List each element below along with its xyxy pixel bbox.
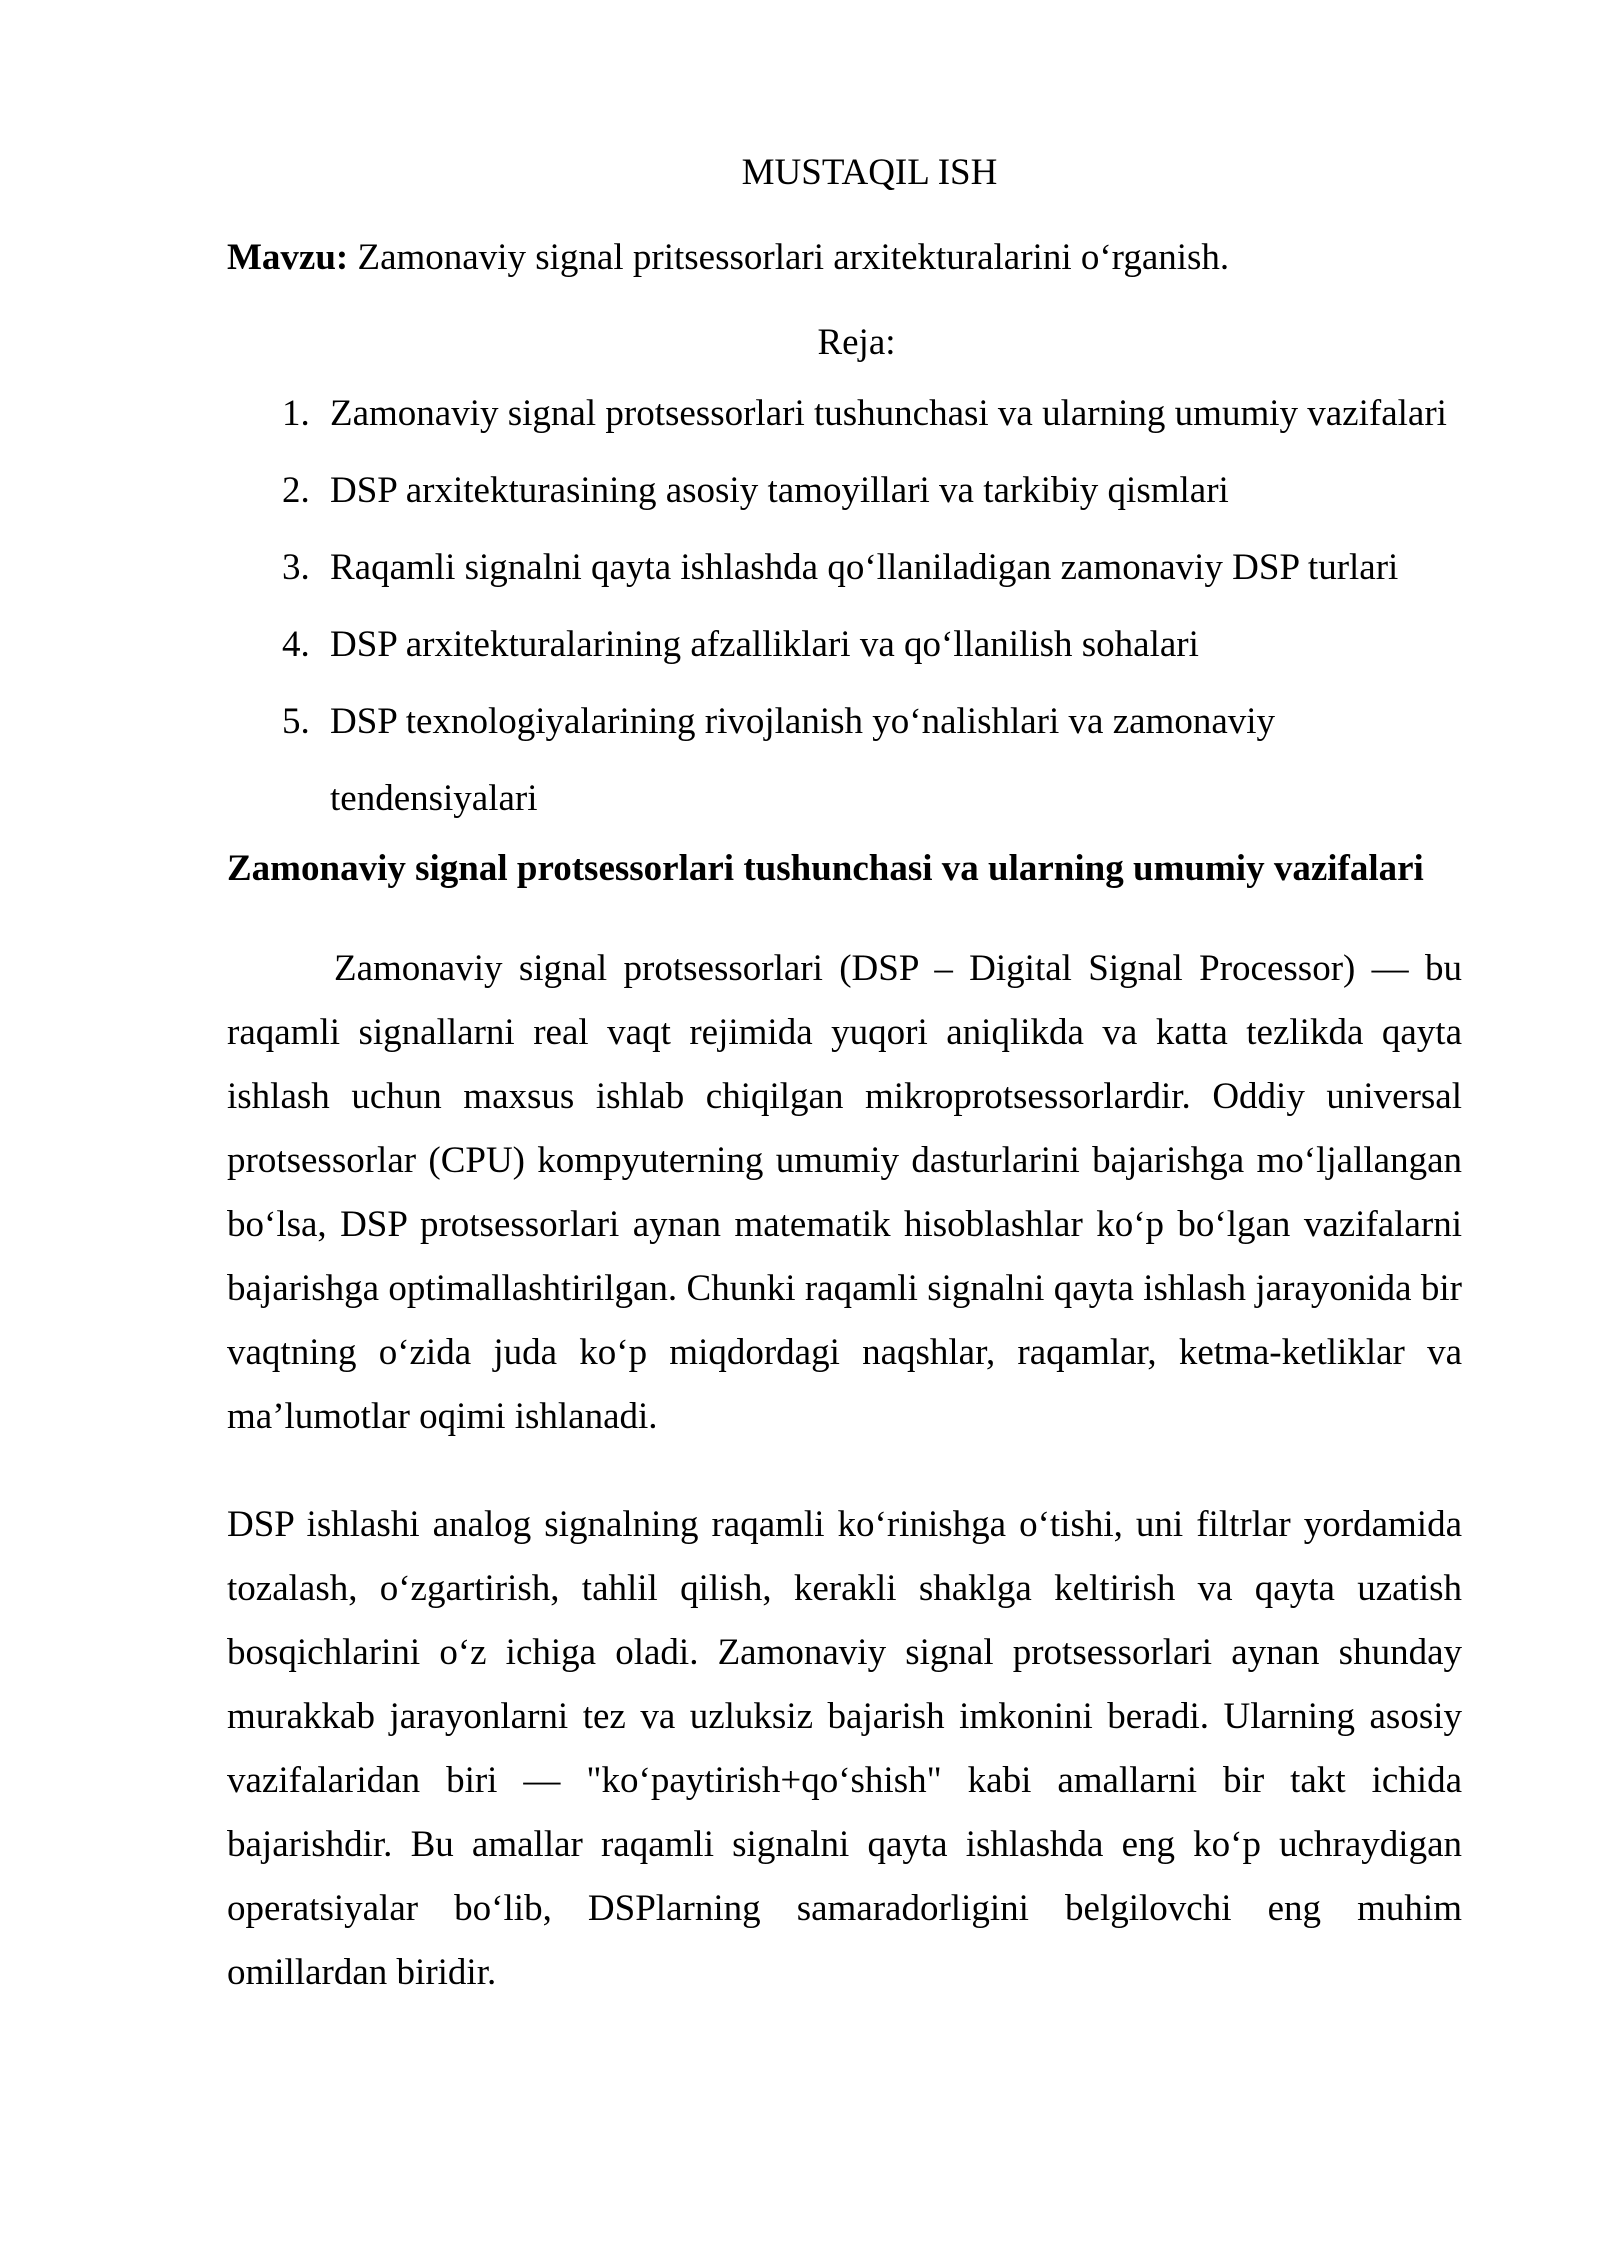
plan-item bbox=[227, 529, 1462, 606]
plan-heading: Reja: bbox=[817, 322, 896, 363]
plan-item-number: 2. bbox=[282, 470, 310, 511]
plan-item bbox=[227, 606, 1462, 683]
plan-item bbox=[227, 375, 1462, 452]
plan-item-text: Raqamli signalni qayta ishlashda qoʻllaniladigan zamonaviy DSP turlari bbox=[330, 547, 1399, 588]
plan-item-text: Zamonaviy signal protsessorlari tushunchasi va ularning umumiy vazifalari bbox=[330, 393, 1447, 434]
plan-item-number: 1. bbox=[282, 393, 310, 434]
plan-item-number: 3. bbox=[282, 547, 310, 588]
plan-item-number: 5. bbox=[282, 701, 310, 742]
section-heading: Zamonaviy signal protsessorlari tushunchasi va ularning umumiy vazifalari bbox=[227, 848, 1424, 889]
plan-item-number: 4. bbox=[282, 624, 310, 665]
topic-label: Mavzu: bbox=[227, 237, 349, 278]
page-title: MUSTAQIL ISH bbox=[741, 152, 998, 193]
body-paragraph: DSP ishlashi analog signalning raqamli koʻrinishga oʻtishi, uni filtrlar yordamida tozalash, oʻzgartirish, tahlil qilish, kerakli shaklga keltirish va qayta uzatish bosqichlarini oʻz ichiga oladi. Zamonaviy signal protsessorlari aynan shunday murakkab jarayonlarni tez va uzluksiz bajarish imkonini beradi. Ularning asosiy vazifalaridan biri — "koʻpaytirish+qoʻshish" kabi amallarni bir takt ichida bajarishdir. Bu amallar raqamli signalni qayta ishlashda eng koʻp uchraydigan operatsiyalar boʻlib, DSPlarning samaradorligini belgilovchi eng muhim omillardan biridir. bbox=[227, 1504, 1462, 1993]
plan-item-text: DSP arxitekturalarining afzalliklari va qoʻllanilish sohalari bbox=[330, 624, 1199, 665]
plan-item bbox=[227, 452, 1462, 529]
topic-text: Zamonaviy signal pritsessorlari arxitekturalarini oʻrganish. bbox=[357, 237, 1230, 278]
body-paragraph: Zamonaviy signal protsessorlari (DSP – Digital Signal Processor) — bu raqamli signallarni real vaqt rejimida yuqori aniqlikda va katta tezlikda qayta ishlash uchun maxsus ishlab chiqilgan mikroprotsessorlardir. Oddiy universal protsessorlar (CPU) kompyuterning umumiy dasturlarini bajarishga moʻljallangan boʻlsa, DSP protsessorlari aynan matematik hisoblashlar koʻp boʻlgan vazifalarni bajarishga optimallashtirilgan. Chunki raqamli signalni qayta ishlash jarayonida bir vaqtning oʻzida juda koʻp miqdordagi naqshlar, raqamlar, ketma-ketliklar va maʼlumotlar oqimi ishlanadi. bbox=[227, 948, 1462, 1437]
plan-item-text: DSP arxitekturasining asosiy tamoyillari va tarkibiy qismlari bbox=[330, 470, 1229, 511]
plan-item-text: DSP texnologiyalarining rivojlanish yoʻnalishlari va zamonaviy tendensiyalari bbox=[330, 701, 1276, 819]
plan-item bbox=[227, 683, 1462, 837]
topic-line bbox=[227, 226, 1462, 290]
plan-list bbox=[227, 375, 1462, 837]
